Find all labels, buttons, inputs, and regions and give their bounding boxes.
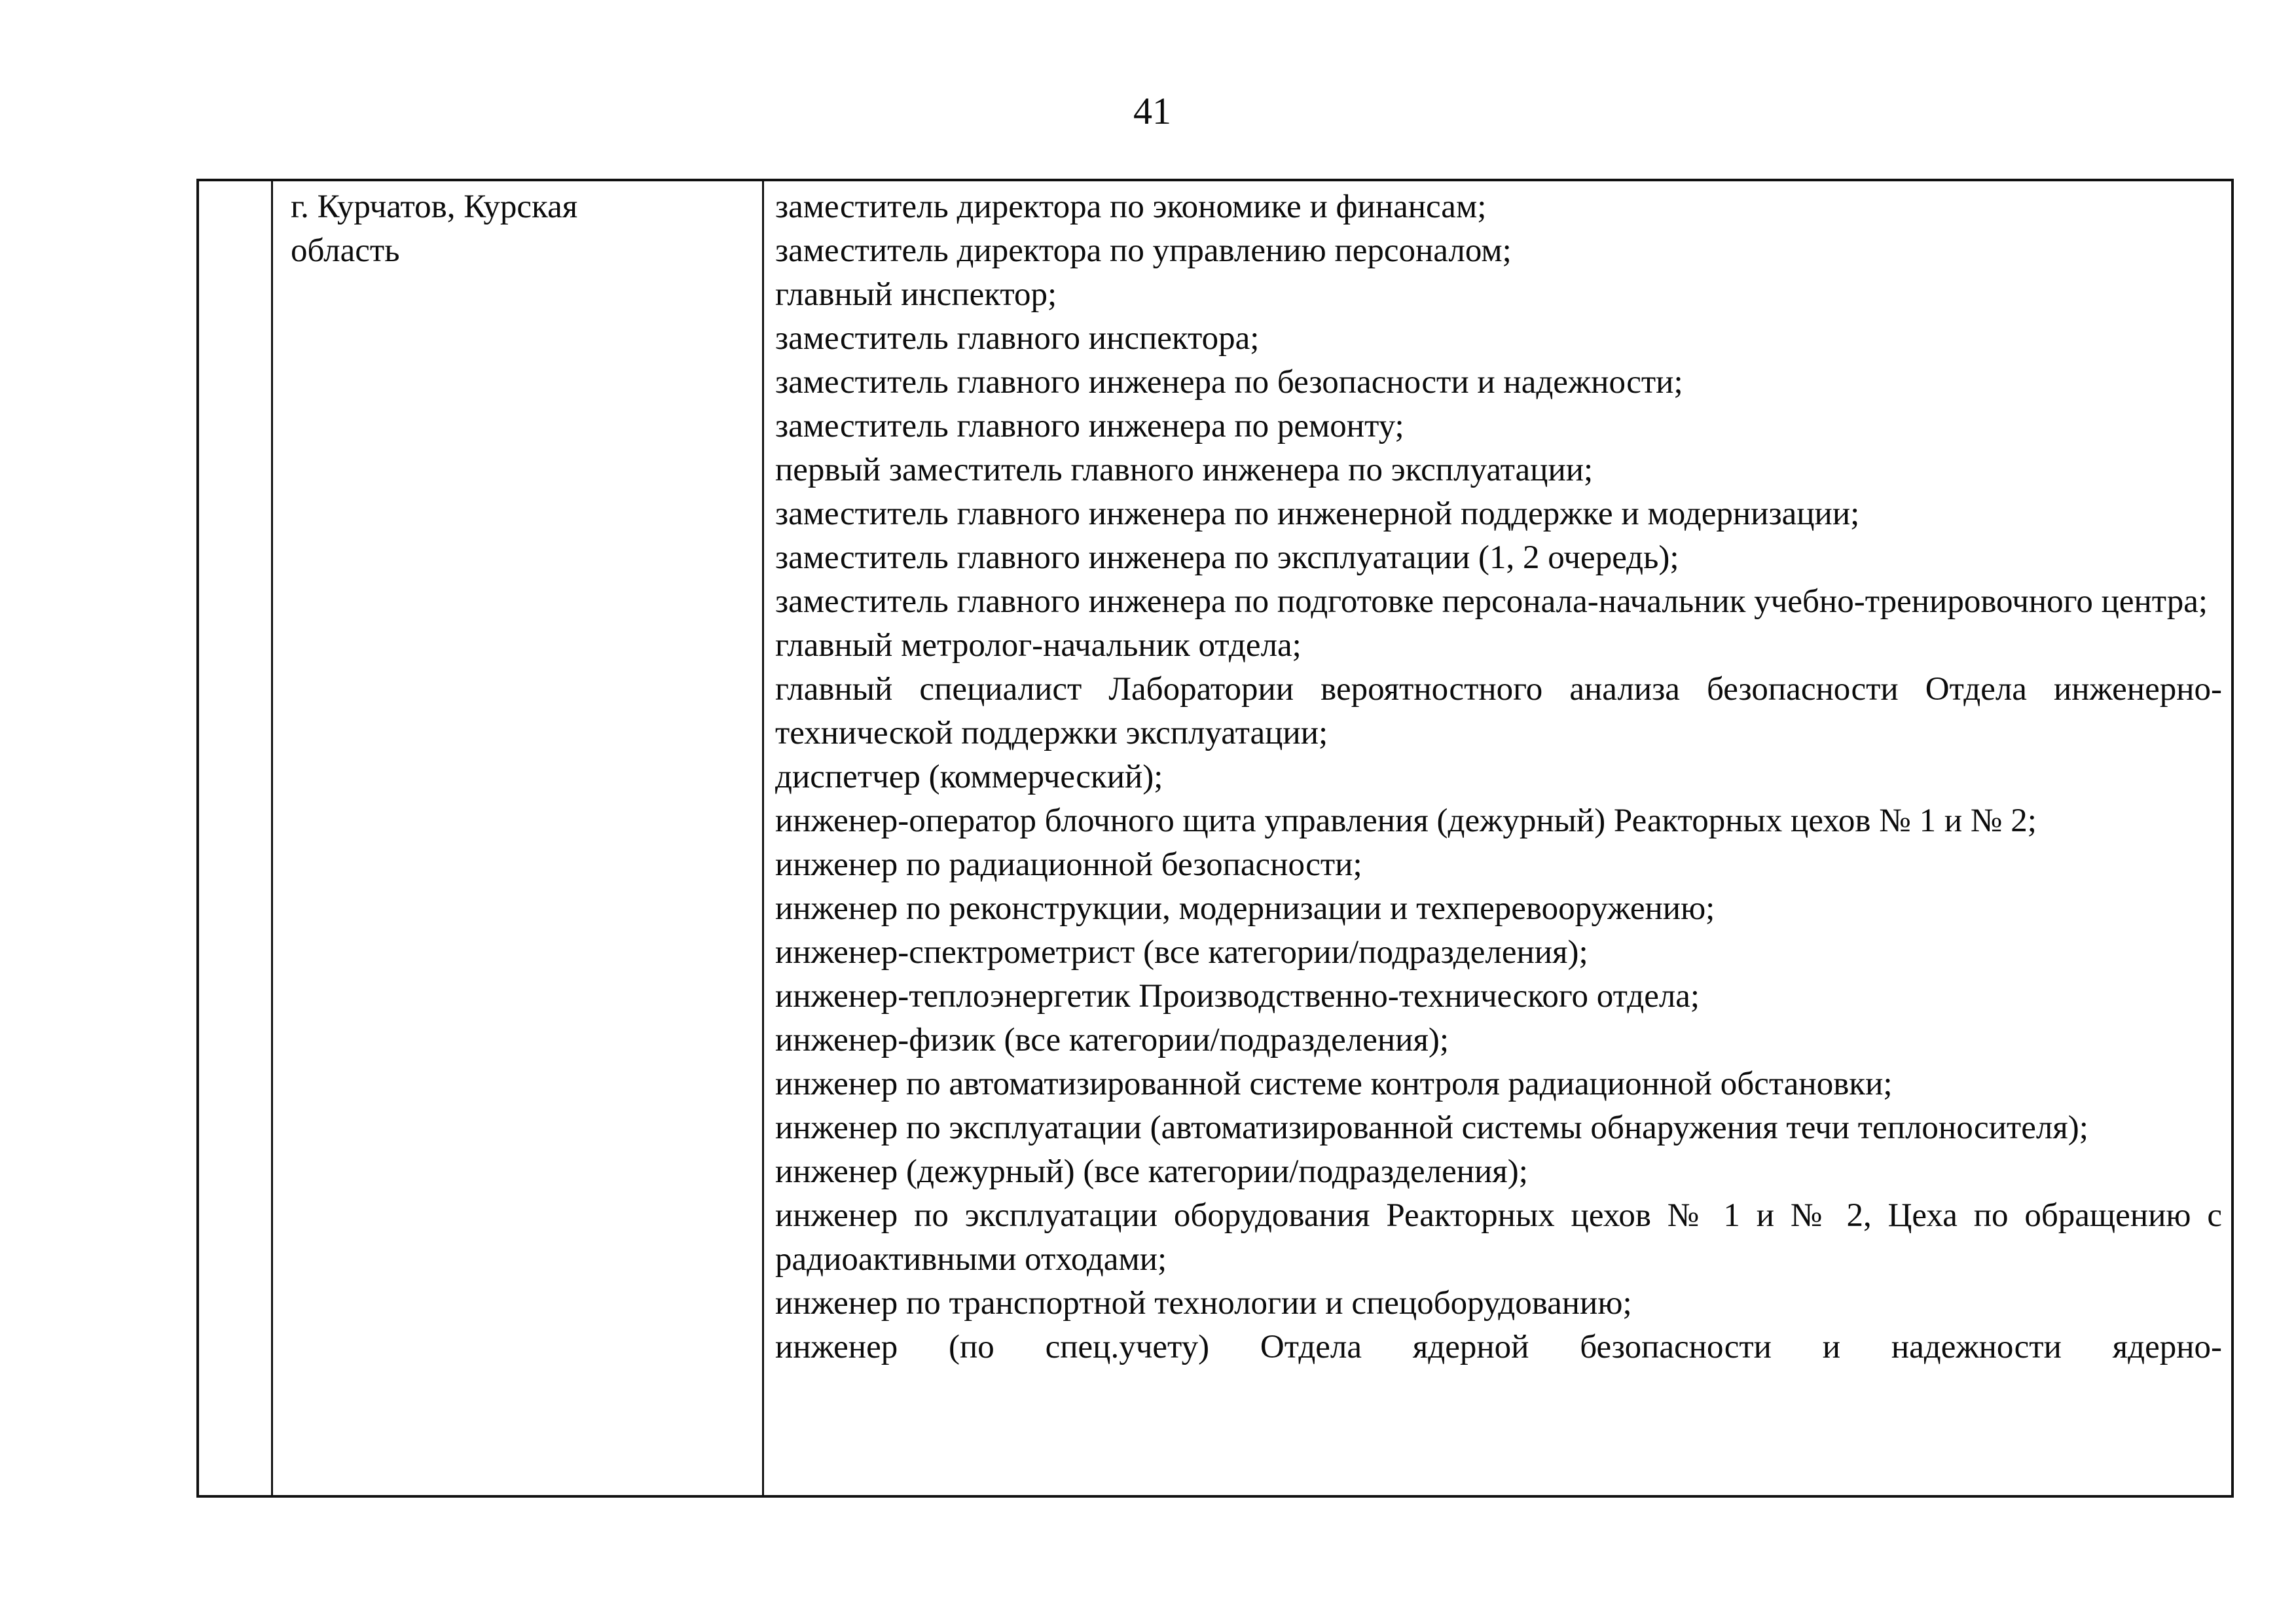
location-cell xyxy=(291,185,749,273)
position-item: заместитель главного инженера по инженерной поддержке и модернизации; xyxy=(775,496,1860,532)
position-item: инженер по радиационной безопасности; xyxy=(775,846,1362,883)
position-item: инженер (по спец.учету) Отдела ядерной безопасности и надежности ядерно- xyxy=(775,1329,2222,1365)
position-item: заместитель директора по управлению персоналом; xyxy=(775,232,1512,269)
position-item: инженер по эксплуатации оборудования Реакторных цехов № 1 и № 2, Цеха по обращению с радиоактивными отходами; xyxy=(775,1197,2222,1278)
position-item: инженер (дежурный) (все категории/подразделения); xyxy=(775,1153,1528,1190)
position-item: первый заместитель главного инженера по эксплуатации; xyxy=(775,452,1594,488)
position-item: заместитель главного инспектора; xyxy=(775,320,1260,357)
page-number: 41 xyxy=(1133,90,1171,132)
position-item: инженер по автоматизированной системе контроля радиационной обстановки; xyxy=(775,1066,1893,1102)
position-item: инженер-оператор блочного щита управления (дежурный) Реакторных цехов № 1 и № 2; xyxy=(775,803,2037,839)
positions-table xyxy=(196,179,2234,1498)
position-item: заместитель главного инженера по эксплуатации (1, 2 очередь); xyxy=(775,539,1679,576)
position-item: инженер-спектрометрист (все категории/подразделения); xyxy=(775,934,1588,971)
position-item: диспетчер (коммерческий); xyxy=(775,759,1163,795)
position-item: инженер по эксплуатации (автоматизированной системы обнаружения течи теплоносителя); xyxy=(775,1110,2088,1146)
position-item: главный специалист Лаборатории вероятностного анализа безопасности Отдела инженерно-технической поддержки эксплуатации; xyxy=(775,671,2222,751)
position-item: инженер по транспортной технологии и спецоборудованию; xyxy=(775,1285,1632,1322)
position-item: инженер по реконструкции, модернизации и техперевооружению; xyxy=(775,890,1715,927)
location-line: область xyxy=(291,232,400,269)
column-divider-2 xyxy=(762,181,764,1495)
position-item: главный инспектор; xyxy=(775,276,1057,313)
positions-list xyxy=(775,185,2222,1369)
position-item: инженер-физик (все категории/подразделения); xyxy=(775,1022,1449,1058)
position-item: инженер-теплоэнергетик Производственно-технического отдела; xyxy=(775,978,1700,1015)
column-divider-1 xyxy=(271,181,273,1495)
position-item: главный метролог-начальник отдела; xyxy=(775,627,1302,664)
position-item: заместитель директора по экономике и финансам; xyxy=(775,189,1487,225)
location-line: г. Курчатов, Курская xyxy=(291,189,578,225)
position-item: заместитель главного инженера по ремонту; xyxy=(775,408,1404,444)
position-item: заместитель главного инженера по безопасности и надежности; xyxy=(775,364,1683,401)
position-item: заместитель главного инженера по подготовке персонала-начальник учебно-тренировочного центра; xyxy=(775,583,2208,620)
